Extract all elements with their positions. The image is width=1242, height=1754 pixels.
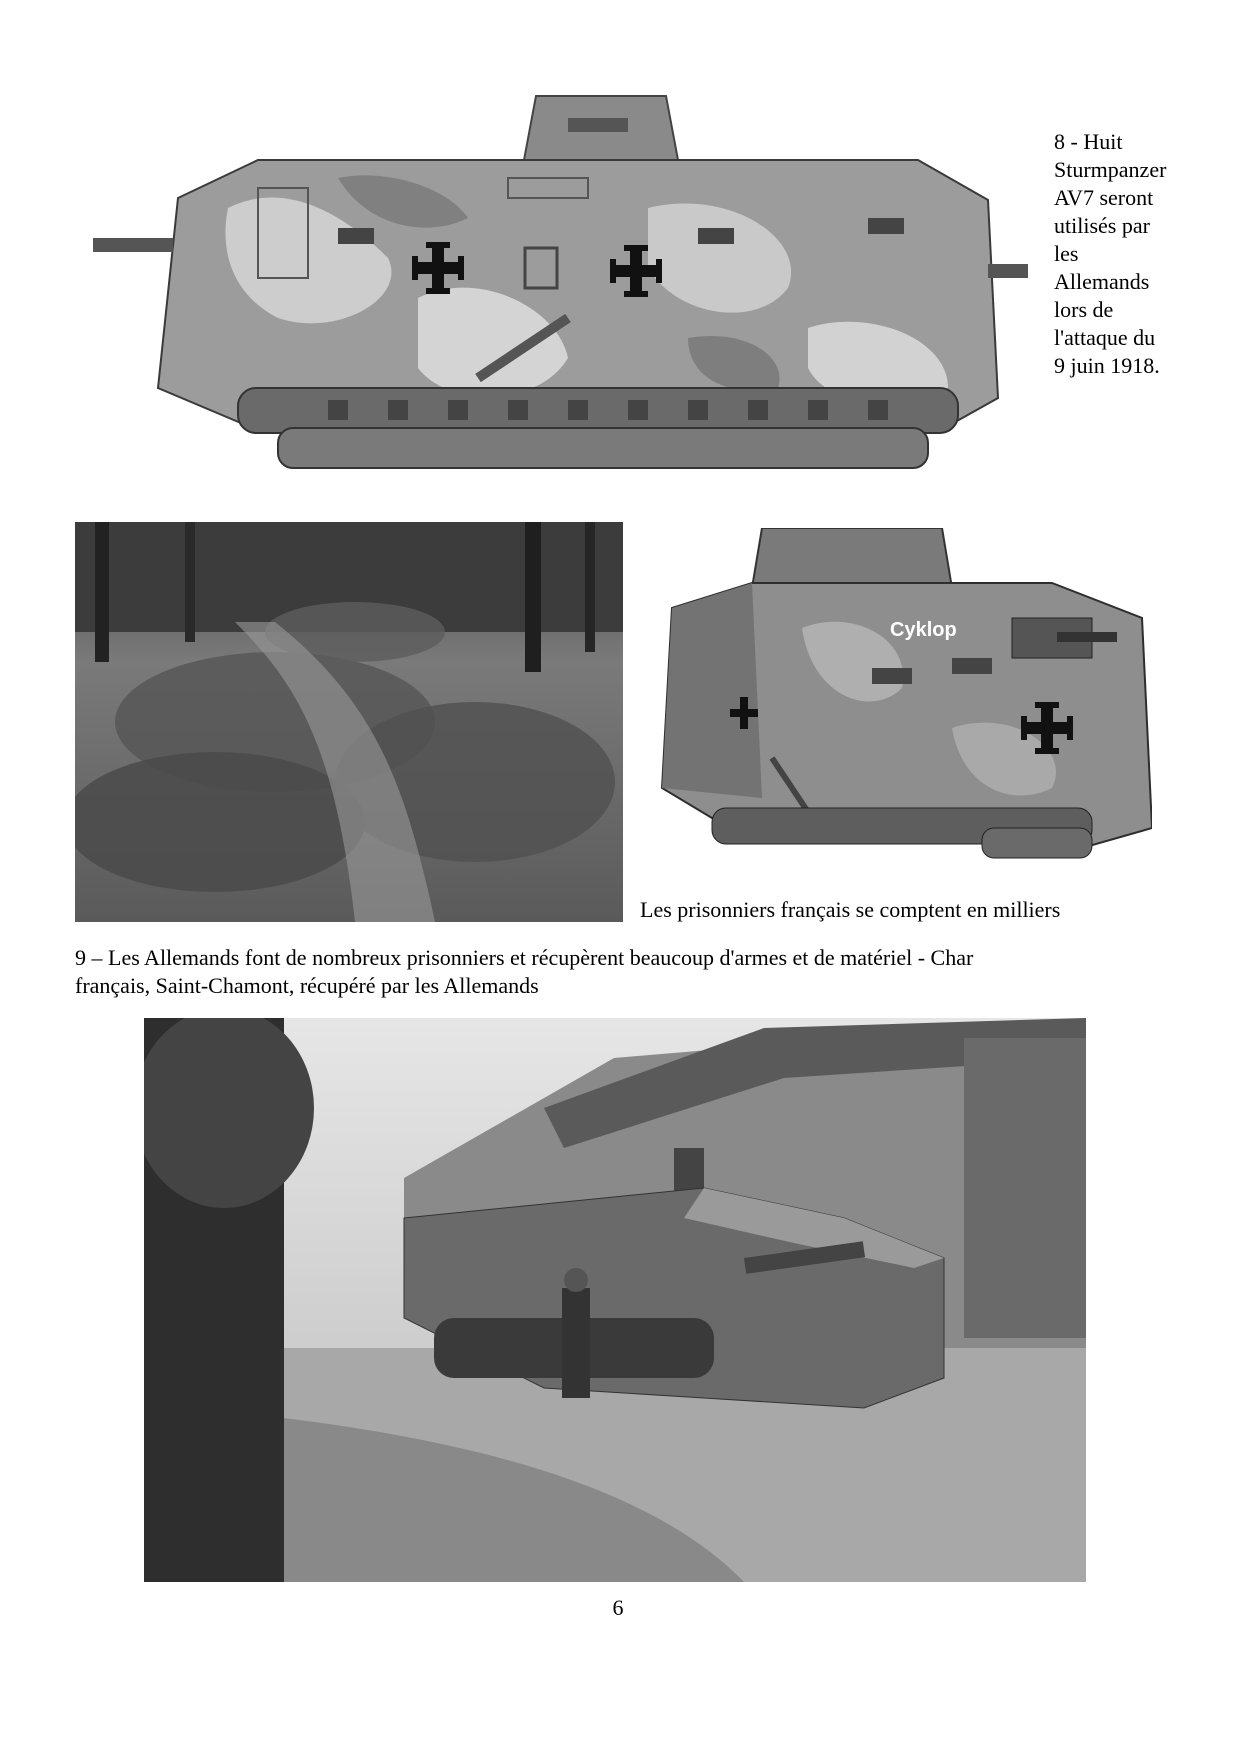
prisoners-caption: Les prisonniers français se comptent en milliers: [640, 897, 1061, 922]
saint-chamont-photo: [144, 1018, 1086, 1582]
tank-name-label: Cyklop: [890, 619, 957, 641]
tank-a7v-illustration: [88, 88, 1048, 488]
prisoners-photo: [75, 522, 623, 922]
figure9-caption: 9 – Les Allemands font de nombreux prisonniers et récupèrent beaucoup d'armes et de matériel - Char français, Saint-Chamont, récupéré par les Allemands: [75, 945, 974, 998]
tank-cyklop-illustration: [652, 528, 1152, 878]
figure8-caption: 8 - Huit Sturmpanzer AV7 seront utilisés par les Allemands lors de l'attaque du 9 juin 1918.: [1054, 129, 1167, 378]
page-number: 6: [612, 1595, 624, 1620]
